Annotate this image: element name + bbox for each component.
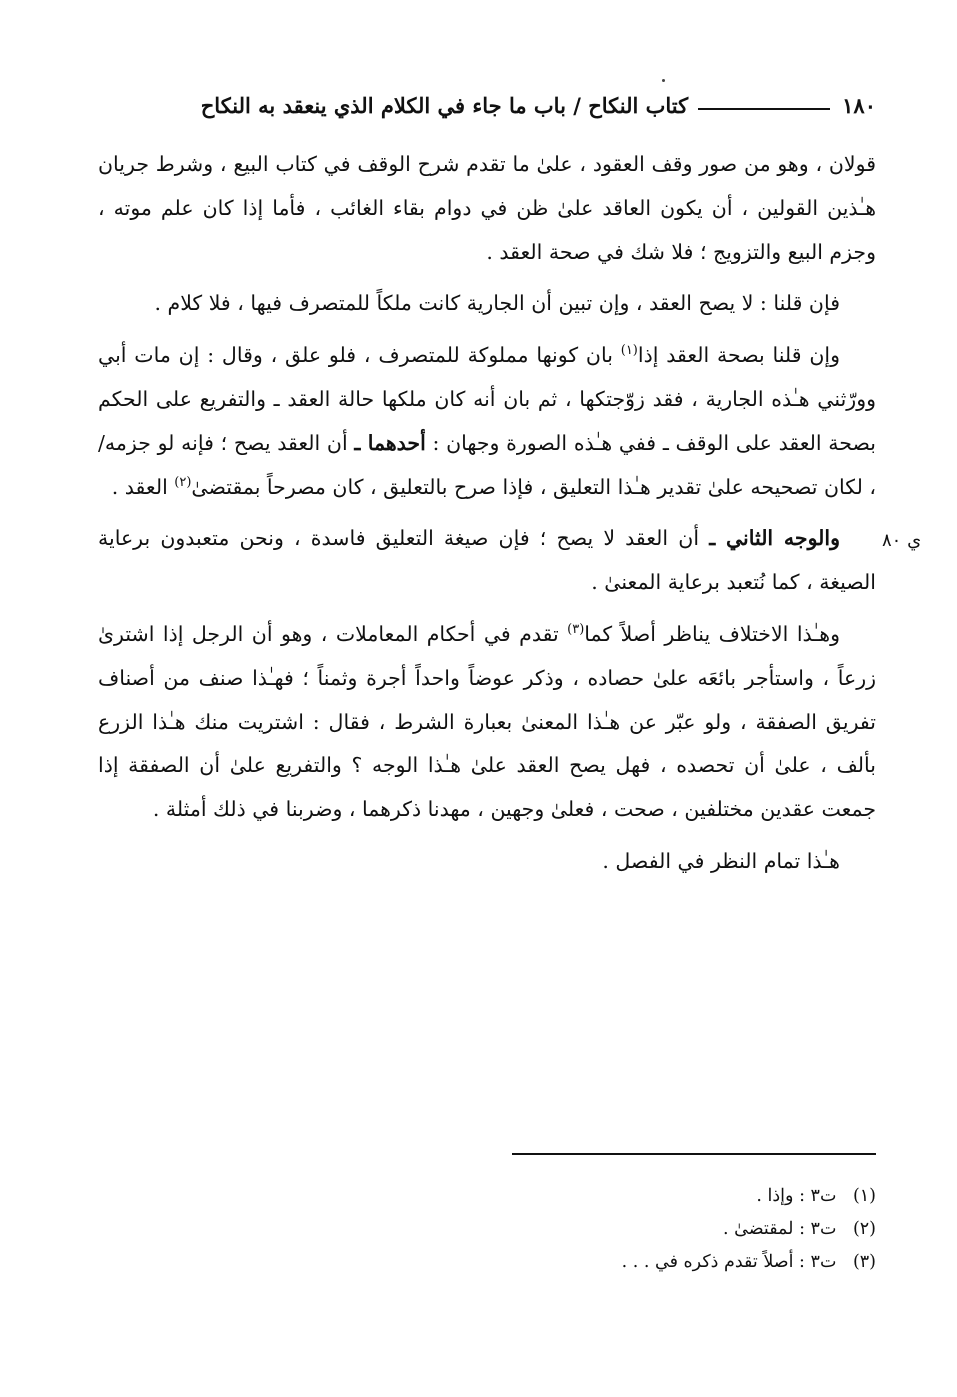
- footnote-2: [520, 1213, 876, 1246]
- footnote-number: (٣): [852, 1252, 876, 1272]
- paragraph-3-bold: أحدهما ـ: [354, 430, 426, 455]
- paragraph-3-text-b: بان كونها مملوكة للمتصرف ، فلو علق ، وقال : إن مات أبي وورّثني هـٰذه الجارية ، فقد زوّجتكها ، ثم بان أنه كان ملكها حالة العقد ـ والتفريع على الحكم بصحة العقد على الوقف ـ ففي هـٰذه الصورة وجهان :: [98, 343, 877, 455]
- paragraph-3-text-c: أن العقد يصح ؛ فإنه لو جزمه/ ، لكان تصحيحه علىٰ تقدير هـٰذا التعليق ، فإذا صرح بالتعليق ، كان مصرحاً بمقتضىٰ: [98, 430, 876, 499]
- margin-manuscript-ref: ي ٨٠: [882, 530, 922, 551]
- page-number: ١٨٠: [842, 92, 876, 118]
- footnote-separator: [512, 1153, 876, 1155]
- print-speck: [662, 79, 665, 82]
- footnote-text: ت٣ : أصلاً تقدم ذكره في . . .: [621, 1252, 837, 1272]
- footnote-number: (٢): [852, 1219, 876, 1239]
- footnote-ref-2[interactable]: (٢): [174, 474, 192, 490]
- paragraph-2: فإن قلنا : لا يصح العقد ، وإن تبين أن الجارية كانت ملكاً للمتصرف فيها ، فلا كلام .: [154, 291, 840, 316]
- footnote-3: [520, 1246, 876, 1279]
- running-header: [98, 88, 876, 122]
- paragraph-5: [98, 613, 876, 832]
- footnote-number: (١): [852, 1186, 876, 1206]
- footnotes: [520, 1180, 876, 1279]
- footnote-ref-1[interactable]: (١): [620, 343, 638, 359]
- header-rule: [698, 108, 830, 110]
- paragraph-5-text-a: وهـٰذا الاختلاف يناظر أصلاً كما: [584, 621, 840, 646]
- paragraph-3-text-a: وإن قلنا بصحة العقد إذا: [637, 343, 840, 368]
- paragraph-4-text: أن العقد لا يصح ؛ فإن صيغة التعليق فاسدة ، ونحن متعبدون برعاية الصيغة ، كما نُتعبد برعاية المعنىٰ .: [98, 526, 876, 595]
- paragraph-4-bold: والوجه الثاني ـ: [709, 526, 840, 551]
- paragraph-4: [98, 517, 876, 605]
- chapter-title: كتاب النكاح / باب ما جاء في الكلام الذي ينعقد به النكاح: [200, 92, 689, 118]
- paragraph-1: قولان ، وهو من صور وقف العقود ، علىٰ ما تقدم شرح الوقف في كتاب البيع ، وشرط جريان هـٰذين القولين ، أن يكون العاقد علىٰ ظن في دوام بقاء الغائب ، فأما إذا كان علم موته ، وجزم البيع والتزويج ؛ فلا شك في صحة العقد .: [98, 152, 876, 264]
- footnote-text: ت٣ : لمقتضىٰ .: [723, 1219, 837, 1239]
- paragraph-6: هـٰذا تمام النظر في الفصل .: [602, 848, 840, 873]
- paragraph-5-text-b: تقدم في أحكام المعاملات ، وهو أن الرجل إذا اشترىٰ زرعاً ، واستأجر بائعَه علىٰ حصاده ، وذكر عوضاً واحداً أجرة وثمناً ؛ فهـٰذا صنف من أصناف تفريق الصفقة ، ولو عبّر عن هـٰذا المعنىٰ بعبارة الشرط ، فقال : اشتريت منك هـٰذا الزرع بألف ، علىٰ أن تحصده ، فهل يصح العقد علىٰ هـٰذا الوجه ؟ والتفريع علىٰ أن الصفقة إذا جمعت عقدين مختلفين ، صحت ، فعلىٰ وجهين ، مهدنا ذكرهما ، وضربنا في ذلك أمثلة .: [98, 621, 876, 822]
- paragraph-3-text-d: العقد .: [111, 474, 175, 499]
- footnote-1: [520, 1180, 876, 1213]
- paragraph-3: [98, 334, 876, 509]
- main-text: [98, 143, 876, 892]
- footnote-text: ت٣ : وإذا .: [756, 1186, 837, 1206]
- footnote-ref-3[interactable]: (٣): [567, 622, 585, 638]
